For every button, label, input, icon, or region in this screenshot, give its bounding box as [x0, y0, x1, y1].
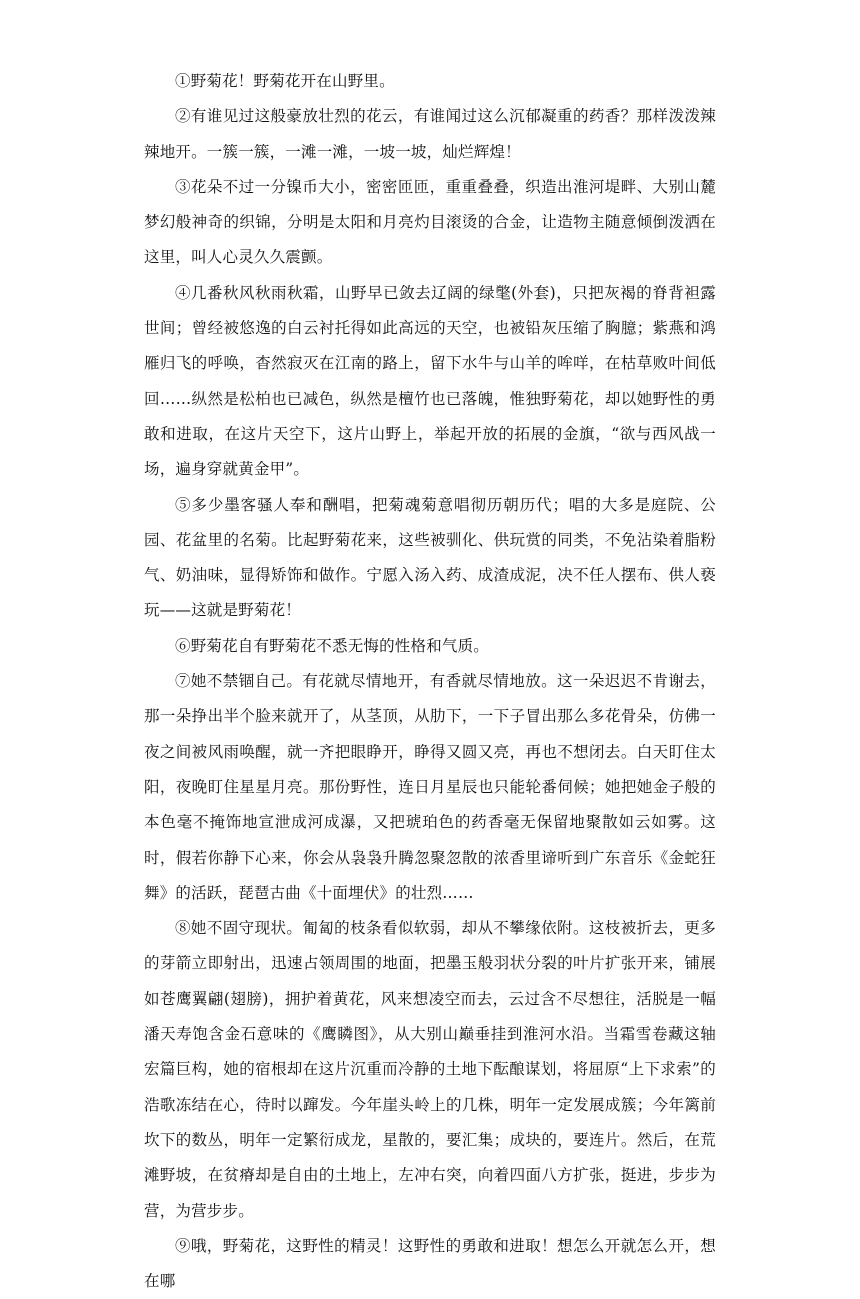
paragraph-7: ⑦她不禁锢自己。有花就尽情地开，有香就尽情地放。这一朵迟迟不肯谢去，那一朵挣出半个脸来就开了，从茎顶，从肋下，一下子冒出那么多花骨朵，仿佛一夜之间被风雨唤醒，就一齐把眼睁开，睁得又圆又亮，再也不想闭去。白天盯住太阳，夜晚盯住星星月亮。那份野性，连日月星辰也只能轮番伺候；她把她金子般的本色毫不掩饰地宣泄成河成瀑，又把琥珀色的药香毫无保留地聚散如云如雾。这时，假若你静下心来，你会从袅袅升腾忽聚忽散的浓香里谛听到广东音乐《金蛇狂舞》的活跃，琵琶古曲《十面埋伏》的壮烈……	[144, 672, 716, 902]
paragraph-3: ③花朵不过一分镍币大小，密密匝匝，重重叠叠，织造出淮河堤畔、大别山麓梦幻般神奇的织锦，分明是太阳和月亮灼目滚烫的合金，让造物主随意倾倒泼洒在这里，叫人心灵久久震颤。	[144, 177, 716, 267]
paragraph-4: ④几番秋风秋雨秋霜，山野早已敛去辽阔的绿氅(外套)，只把灰褐的脊背袒露世间；曾经被悠逸的白云衬托得如此高远的天空，也被铅灰压缩了胸臆；紫燕和鸿雁归飞的呼唤，杳然寂灭在江南的路上，留下水牛与山羊的哞咩，在枯草败叶间低回……纵然是松柏也已减色，纵然是檀竹也已落魄，惟独野菊花，却以她野性的勇敢和进取，在这片天空下，这片山野上，举起开放的拓展的金旗，“欲与西风战一场，遍身穿就黄金甲”。	[144, 283, 716, 479]
paragraph-5: ⑤多少墨客骚人奉和酬唱，把菊魂菊意唱彻历朝历代；唱的大多是庭院、公园、花盆里的名菊。比起野菊花来，这些被驯化、供玩赏的同类，不免沾染着脂粉气、奶油味，显得矫饰和做作。宁愿入汤入药、成渣成泥，决不任人摆布、供人亵玩——这就是野菊花！	[144, 495, 716, 620]
paragraph-8: ⑧她不固守现状。匍匐的枝条看似软弱，却从不攀缘依附。这枝被折去，更多的芽箭立即射出，迅速占领周围的地面，把墨玉般羽状分裂的叶片扩张开来，铺展如苍鹰翼翩(翅膀)，拥护着黄花，风来想凌空而去，云过含不尽想往，活脱是一幅潘天寿饱含金石意味的《鹰瞵图》，从大别山巅垂挂到淮河水沿。当霜雪卷藏这轴宏篇巨构，她的宿根却在这片沉重而冷静的土地下酝酿谋划，将屈原“上下求索”的浩歌冻结在心，待时以蹿发。今年崖头岭上的几株，明年一定发展成簇；今年篱前坎下的数丛，明年一定繁衍成龙，星散的，要汇集；成块的，要连片。然后，在荒滩野坡，在贫瘠却是自由的土地上，左冲右突，向着四面八方扩张，挺进，步步为营，为营步步。	[144, 919, 716, 1220]
paragraph-2: ②有谁见过这般豪放壮烈的花云，有谁闻过这么沉郁凝重的药香？那样泼泼辣辣地开。一簇一簇，一滩一滩，一坡一坡，灿烂辉煌！	[144, 107, 716, 161]
article-body	[144, 64, 716, 1299]
paragraph-9: ⑨哦，野菊花，这野性的精灵！这野性的勇敢和进取！想怎么开就怎么开，想在哪	[144, 1236, 716, 1291]
paragraph-6: ⑥野菊花自有野菊花不悉无悔的性格和气质。	[175, 636, 490, 655]
paragraph-1: ①野菊花！野菊花开在山野里。	[175, 72, 395, 90]
